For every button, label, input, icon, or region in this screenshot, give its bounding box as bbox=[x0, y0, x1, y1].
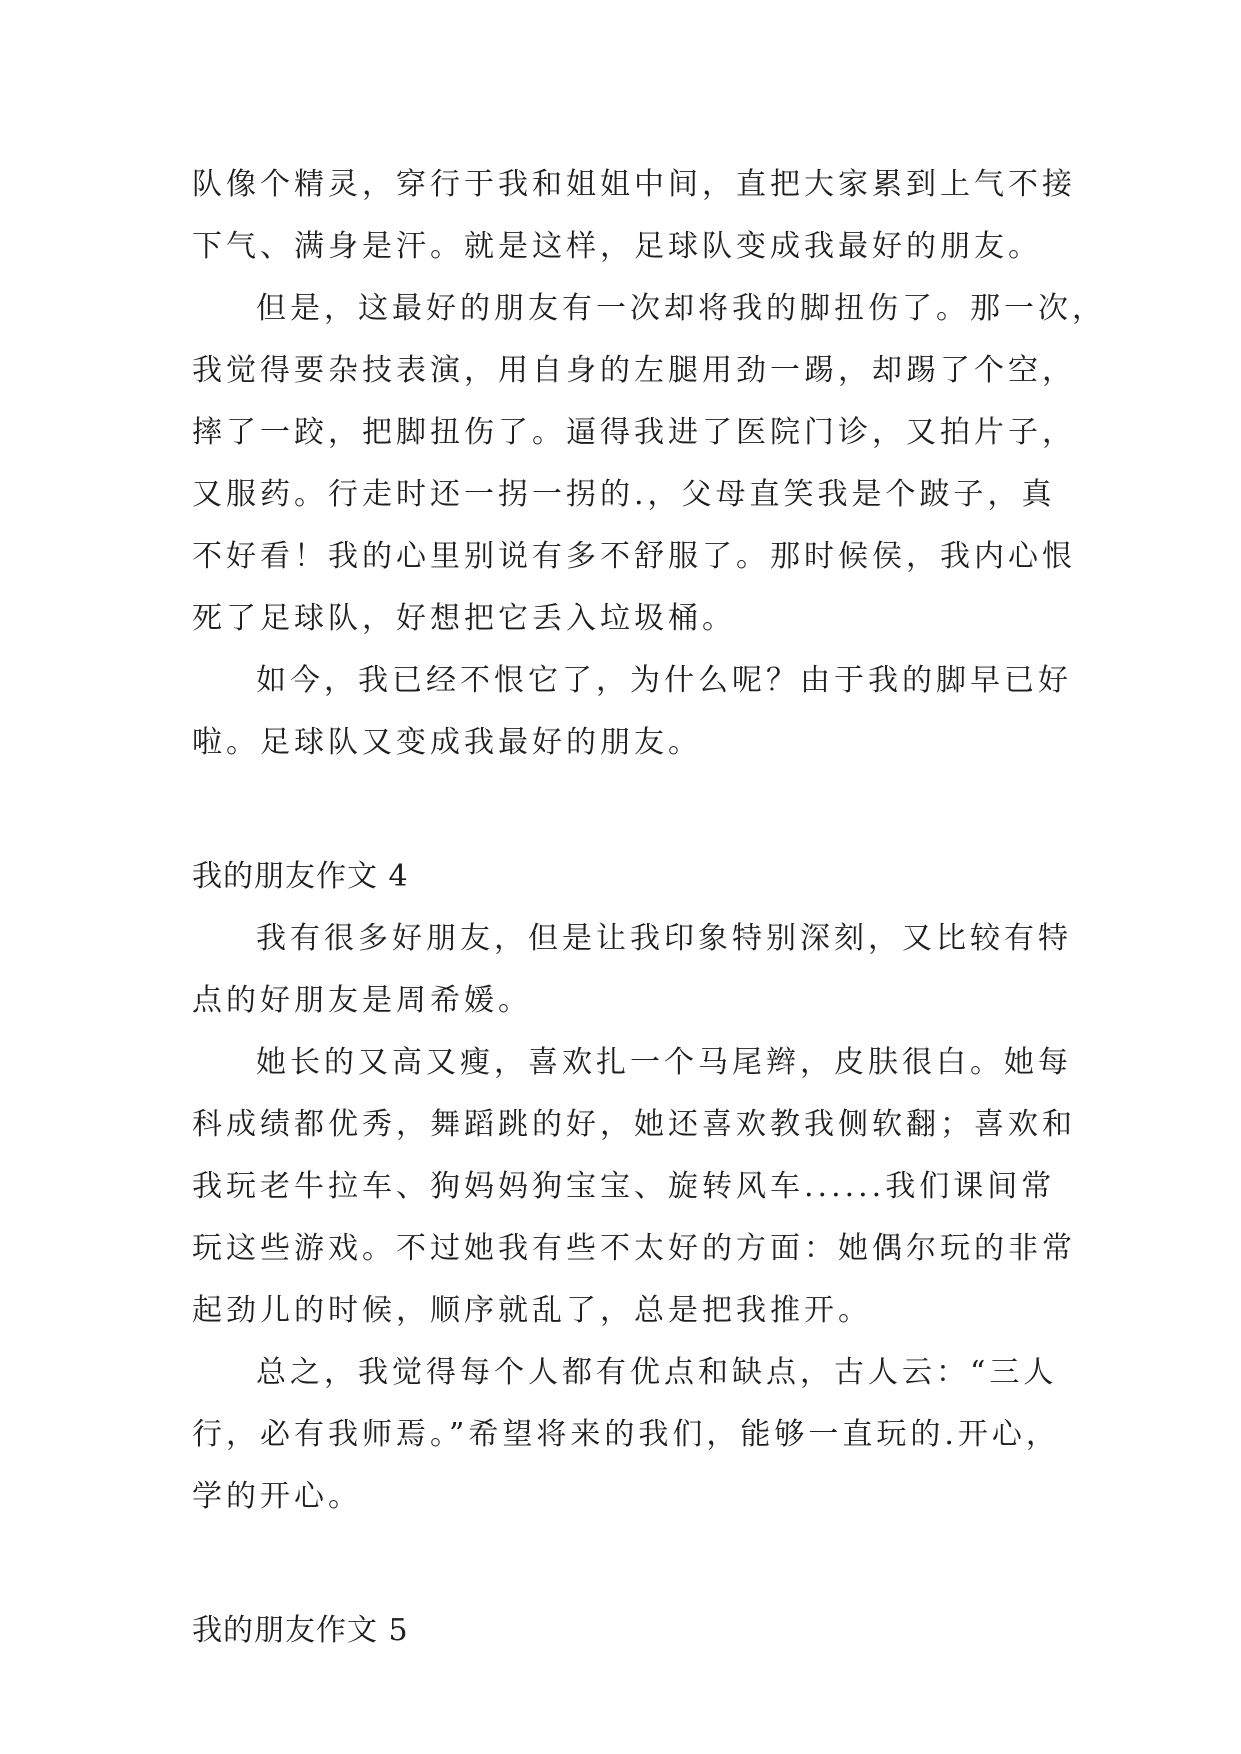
text-line: 下气、满身是汗。就是这样，足球队变成我最好的朋友。 bbox=[192, 229, 1042, 264]
text-line: 我觉得要杂技表演，用自身的左腿用劲一踢，却踢了个空， bbox=[192, 353, 1076, 388]
text-line: 摔了一跤，把脚扭伤了。逼得我进了医院门诊，又拍片子， bbox=[192, 415, 1076, 450]
text-line: 如今，我已经不恨它了，为什么呢？由于我的脚早已好 bbox=[256, 663, 1072, 698]
paragraph bbox=[192, 1032, 1076, 1342]
text-line: 但是，这最好的朋友有一次却将我的脚扭伤了。那一次， bbox=[256, 291, 1106, 326]
section-title: 我的朋友作文 4 bbox=[192, 859, 409, 894]
text-line: 不好看！我的心里别说有多不舒服了。那时候侯，我内心恨 bbox=[192, 539, 1076, 574]
section-title: 我的朋友作文 5 bbox=[192, 1613, 409, 1648]
text-line: 队像个精灵，穿行于我和姐姐中间，直把大家累到上气不接 bbox=[192, 167, 1076, 202]
text-line: 玩这些游戏。不过她我有些不太好的方面：她偶尔玩的非常 bbox=[192, 1231, 1076, 1266]
text-line: 起劲儿的时候，顺序就乱了，总是把我推开。 bbox=[192, 1293, 872, 1328]
paragraph bbox=[192, 908, 1072, 1032]
text-line: 科成绩都优秀，舞蹈跳的好，她还喜欢教我侧软翻；喜欢和 bbox=[192, 1107, 1076, 1142]
text-line: 我有很多好朋友，但是让我印象特别深刻，又比较有特 bbox=[256, 921, 1072, 956]
paragraph bbox=[192, 650, 1072, 774]
section-spacer bbox=[192, 1528, 1054, 1600]
text-line: 总之，我觉得每个人都有优点和缺点，古人云：“三人 bbox=[256, 1355, 1058, 1390]
paragraph bbox=[192, 278, 1106, 650]
section-spacer bbox=[192, 774, 1054, 846]
text-line: 点的好朋友是周希媛。 bbox=[192, 983, 532, 1018]
text-line: 啦。足球队又变成我最好的朋友。 bbox=[192, 725, 702, 760]
text-line: 死了足球队，好想把它丢入垃圾桶。 bbox=[192, 601, 736, 636]
text-line: 行，必有我师焉。”希望将来的我们，能够一直玩的.开心， bbox=[192, 1417, 1060, 1452]
text-line: 又服药。行走时还一拐一拐的.，父母直笑我是个跛子，真 bbox=[192, 477, 1056, 512]
text-line: 学的开心。 bbox=[192, 1479, 362, 1514]
paragraph bbox=[192, 1342, 1060, 1528]
essay-content bbox=[192, 154, 1106, 1662]
text-line: 她长的又高又瘦，喜欢扎一个马尾辫，皮肤很白。她每 bbox=[256, 1045, 1072, 1080]
paragraph bbox=[192, 154, 1076, 278]
text-line: 我玩老牛拉车、狗妈妈狗宝宝、旋转风车......我们课间常 bbox=[192, 1169, 1056, 1204]
